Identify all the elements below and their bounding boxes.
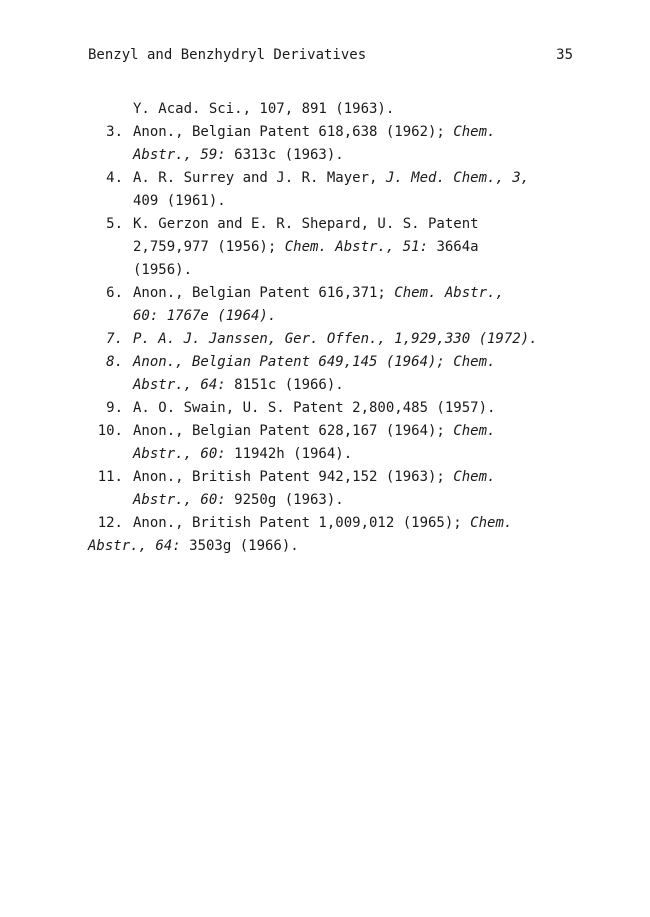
italic-text: Chem. — [470, 515, 513, 531]
reference-item — [88, 420, 588, 466]
reference-item — [88, 397, 588, 420]
reference-line — [133, 489, 588, 512]
running-header-title: Benzyl and Benzhydryl Derivatives — [88, 47, 367, 63]
reference-number: 3. — [106, 124, 123, 140]
italic-text: Chem. — [453, 423, 496, 439]
reference-line — [133, 351, 588, 374]
reference-line — [133, 397, 588, 420]
reference-text: 3664a — [428, 239, 479, 255]
reference-item — [88, 351, 588, 397]
reference-text: Anon., Belgian Patent 616,371; — [133, 285, 395, 301]
reference-number: 9. — [106, 400, 123, 416]
reference-line — [133, 167, 588, 190]
reference-number: 8. — [106, 354, 123, 370]
italic-text: Chem. Abstr., 51: — [284, 239, 429, 255]
reference-text: 3503g (1966). — [180, 538, 299, 554]
page-number: 35 — [556, 47, 573, 63]
reference-text: 409 (1961). — [133, 193, 226, 209]
reference-line — [133, 98, 588, 121]
reference-number: 7. — [106, 331, 123, 347]
reference-text: Y. Acad. Sci., 107, 891 (1963). — [133, 101, 395, 117]
reference-item — [88, 328, 588, 351]
reference-line — [133, 259, 588, 282]
reference-item — [88, 98, 588, 121]
reference-text: 11942h (1964). — [225, 446, 353, 462]
reference-text: Anon., British Patent 1,009,012 (1965); — [133, 515, 471, 531]
italic-text: Abstr., 59: — [133, 147, 226, 163]
reference-text: 9250g (1963). — [225, 492, 344, 508]
reference-text: A. O. Swain, U. S. Patent 2,800,485 (1957). — [133, 400, 496, 416]
italic-text: Anon., Belgian Patent 649,145 (1964); Chem. — [133, 354, 496, 370]
reference-number: 5. — [106, 216, 123, 232]
reference-line — [133, 374, 588, 397]
reference-line — [133, 512, 588, 535]
italic-text: 60: 1767e (1964). — [133, 308, 277, 324]
reference-text: K. Gerzon and E. R. Shepard, U. S. Patent — [133, 216, 479, 232]
reference-line — [133, 305, 588, 328]
reference-text: A. R. Surrey and J. R. Mayer, — [133, 170, 386, 186]
reference-text: Anon., Belgian Patent 628,167 (1964); — [133, 423, 454, 439]
italic-text: J. Med. Chem., 3, — [385, 170, 530, 186]
reference-number: 10. — [97, 423, 123, 439]
italic-text: Chem. — [453, 124, 496, 140]
reference-line — [133, 121, 588, 144]
reference-text: Anon., Belgian Patent 618,638 (1962); — [133, 124, 454, 140]
reference-line — [133, 443, 588, 466]
reference-number: 4. — [106, 170, 123, 186]
italic-text: Abstr., 60: — [133, 446, 226, 462]
reference-number: 6. — [106, 285, 123, 301]
reference-text: 2,759,977 (1956); — [133, 239, 285, 255]
reference-line — [88, 535, 588, 558]
reference-line — [133, 328, 588, 351]
reference-line — [133, 236, 588, 259]
italic-text: Abstr., 64: — [88, 538, 181, 554]
reference-line — [133, 466, 588, 489]
reference-item — [88, 466, 588, 512]
reference-text: 6313c (1963). — [225, 147, 344, 163]
italic-text: Abstr., 60: — [133, 492, 226, 508]
reference-number: 12. — [97, 515, 123, 531]
reference-line — [133, 420, 588, 443]
reference-item — [88, 282, 588, 328]
reference-list — [88, 98, 588, 558]
reference-text: (1956). — [133, 262, 193, 278]
reference-number: 11. — [97, 469, 123, 485]
italic-text: Chem. — [453, 469, 496, 485]
reference-text: 8151c (1966). — [225, 377, 344, 393]
reference-line — [133, 190, 588, 213]
reference-line — [133, 144, 588, 167]
reference-item — [88, 167, 588, 213]
italic-text: P. A. J. Janssen, Ger. Offen., 1,929,330 (1972). — [133, 331, 538, 347]
italic-text: Abstr., 64: — [133, 377, 226, 393]
reference-item — [88, 213, 588, 282]
reference-item — [88, 512, 588, 558]
reference-line — [133, 282, 588, 305]
reference-item — [88, 121, 588, 167]
italic-text: Chem. Abstr., — [394, 285, 504, 301]
reference-text: Anon., British Patent 942,152 (1963); — [133, 469, 454, 485]
reference-line — [133, 213, 588, 236]
